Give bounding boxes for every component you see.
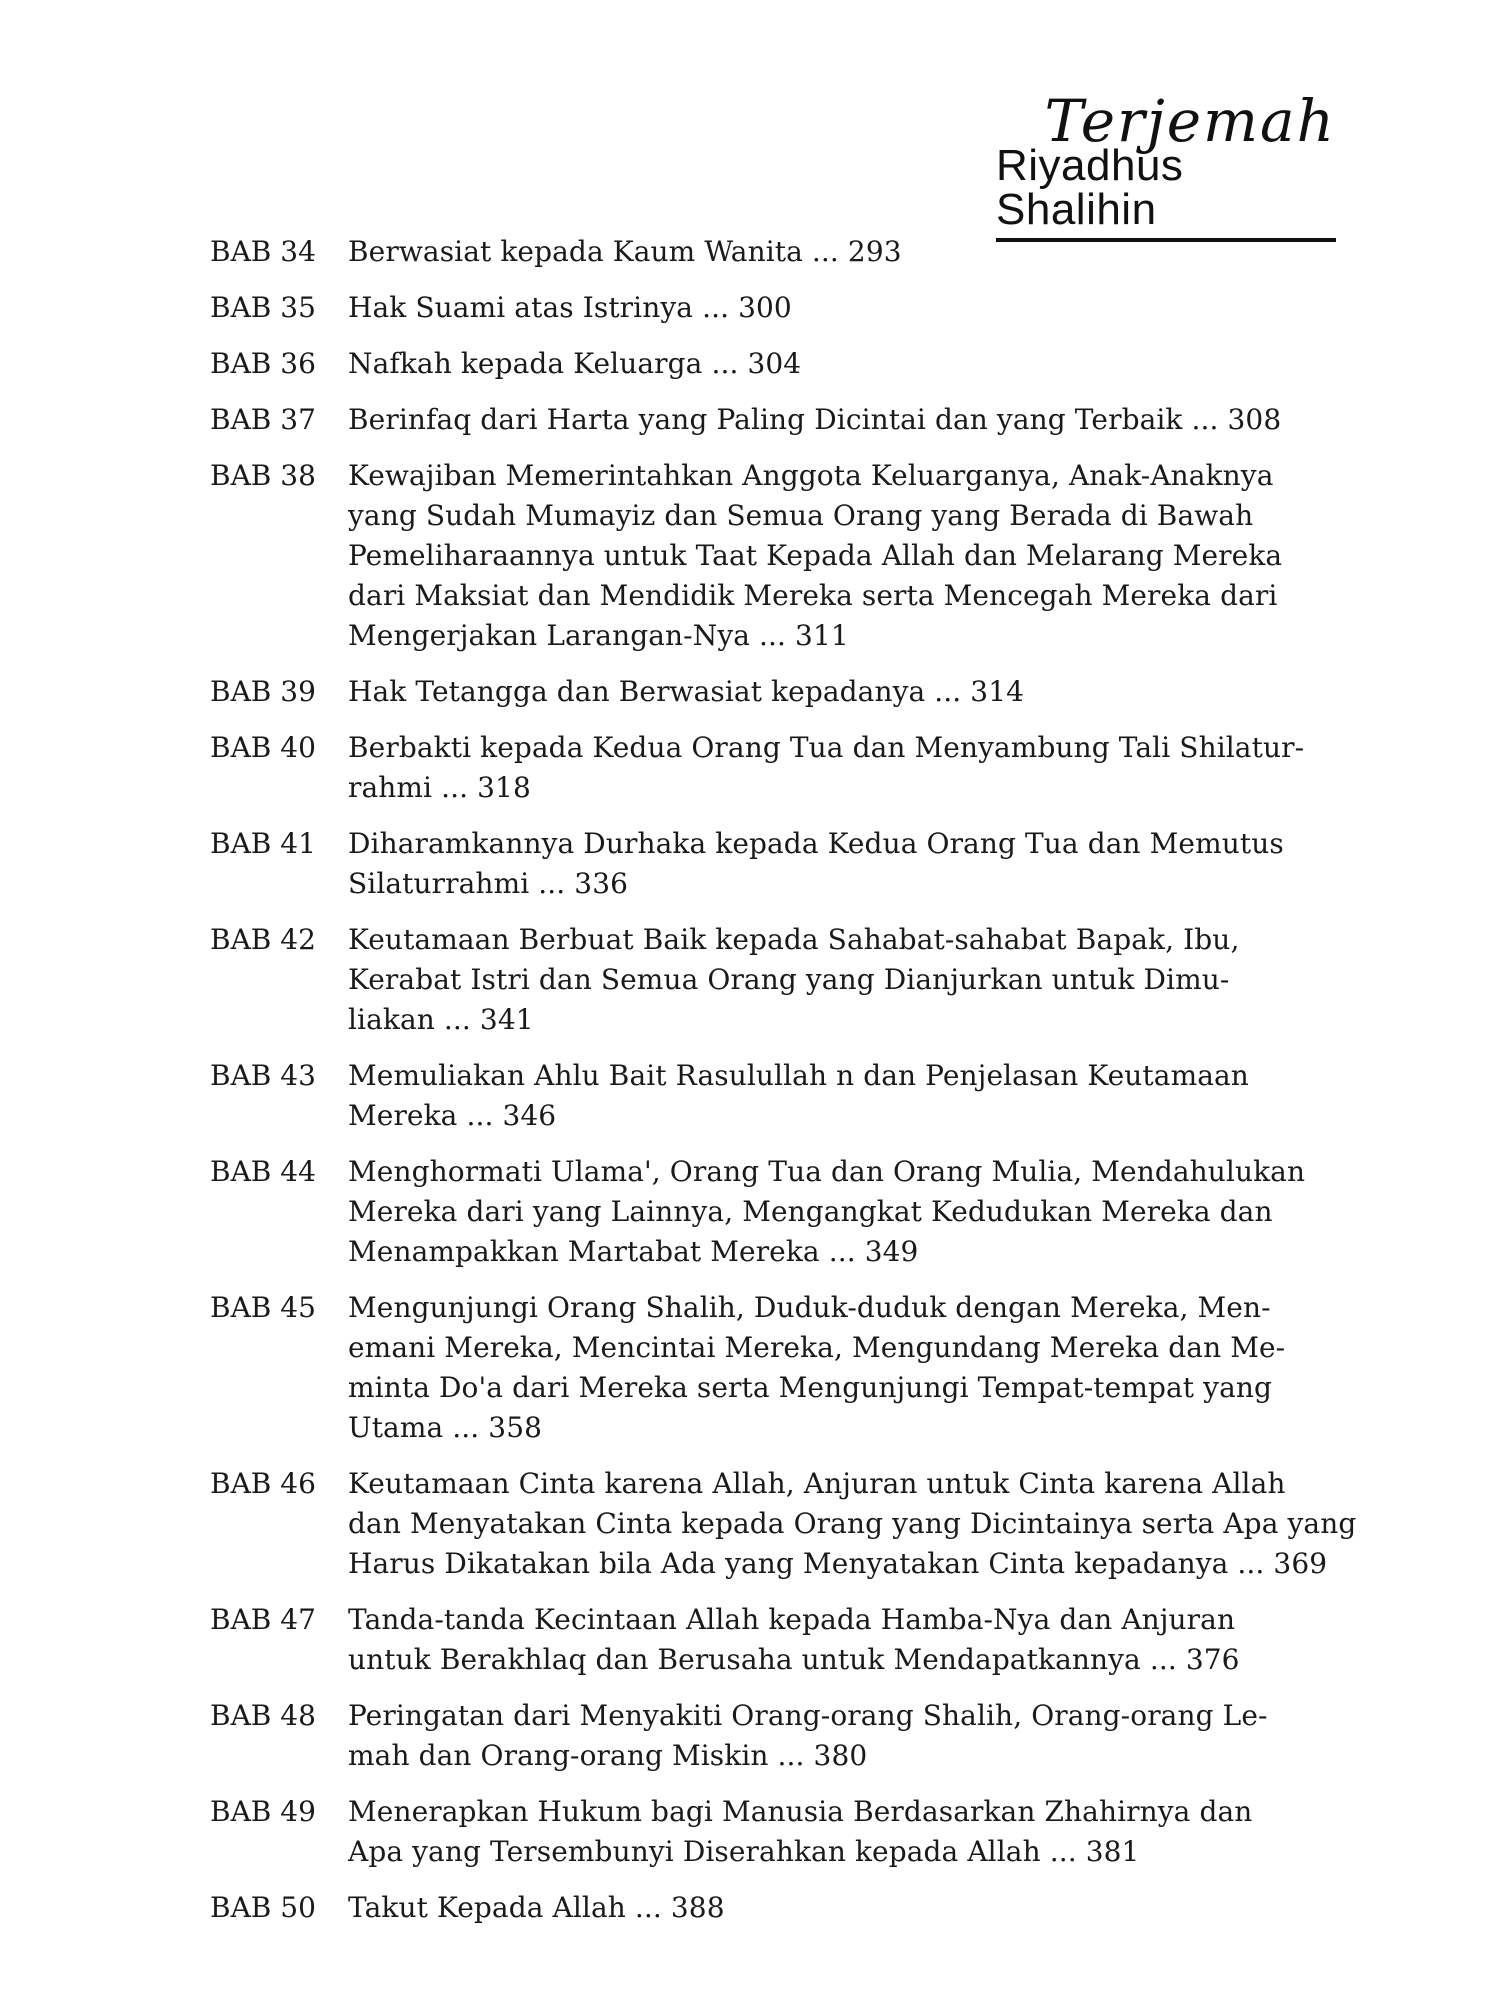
chapter-title-line: Silaturrahmi ... 336	[348, 867, 629, 900]
toc-entry	[210, 456, 1320, 656]
chapter-title-line: Berinfaq dari Harta yang Paling Dicintai dan yang Terbaik ... 308	[348, 403, 1282, 436]
chapter-title	[348, 456, 1320, 656]
chapter-title-line: Peringatan dari Menyakiti Orang-orang Shalih, Orang-orang Le-	[348, 1699, 1268, 1732]
chapter-number: BAB 39	[210, 675, 316, 708]
toc-entry	[210, 344, 1320, 384]
chapter-title-line: Berbakti kepada Kedua Orang Tua dan Menyambung Tali Shilatur-	[348, 731, 1305, 764]
chapter-number: BAB 40	[210, 731, 316, 764]
chapter-title-line: Berwasiat kepada Kaum Wanita ... 293	[348, 235, 902, 268]
chapter-title-line: Mengerjakan Larangan-Nya ... 311	[348, 619, 849, 652]
chapter-number: BAB 44	[210, 1155, 316, 1188]
chapter-number: BAB 37	[210, 403, 316, 436]
chapter-title-line: Harus Dikatakan bila Ada yang Menyatakan Cinta kepadanya ... 369	[348, 1547, 1328, 1580]
toc-entry	[210, 920, 1320, 1040]
toc-entry	[210, 824, 1320, 904]
chapter-number: BAB 43	[210, 1059, 316, 1092]
chapter-title-line: liakan ... 341	[348, 1003, 534, 1036]
toc-entry	[210, 1288, 1320, 1448]
chapter-title	[348, 1464, 1356, 1584]
toc-entry	[210, 232, 1320, 272]
chapter-title	[348, 1600, 1320, 1680]
chapter-title	[348, 232, 1320, 272]
toc-entry	[210, 288, 1320, 328]
chapter-number: BAB 49	[210, 1795, 316, 1828]
chapter-number: BAB 47	[210, 1603, 316, 1636]
chapter-title-line: Memuliakan Ahlu Bait Rasulullah n dan Penjelasan Keutamaan	[348, 1059, 1249, 1092]
chapter-title	[348, 1056, 1320, 1136]
chapter-number: BAB 42	[210, 923, 316, 956]
chapter-title-line: Kerabat Istri dan Semua Orang yang Dianjurkan untuk Dimu-	[348, 963, 1230, 996]
toc-entry	[210, 1056, 1320, 1136]
chapter-title-line: dari Maksiat dan Mendidik Mereka serta Mencegah Mereka dari	[348, 579, 1278, 612]
chapter-number: BAB 45	[210, 1291, 316, 1324]
toc-entry	[210, 1600, 1320, 1680]
chapter-number: BAB 35	[210, 291, 316, 324]
chapter-title	[348, 728, 1320, 808]
chapter-title-line: Takut Kepada Allah ... 388	[348, 1891, 725, 1924]
chapter-title-line: Hak Tetangga dan Berwasiat kepadanya ... 314	[348, 675, 1025, 708]
chapter-title	[348, 400, 1320, 440]
toc-entry	[210, 728, 1320, 808]
running-header	[996, 87, 1336, 234]
chapter-title	[348, 344, 1320, 384]
chapter-title-line: emani Mereka, Mencintai Mereka, Mengundang Mereka dan Me-	[348, 1331, 1286, 1364]
chapter-title-line: minta Do'a dari Mereka serta Mengunjungi Tempat-tempat yang	[348, 1371, 1273, 1404]
chapter-title-line: yang Sudah Mumayiz dan Semua Orang yang Berada di Bawah	[348, 499, 1254, 532]
chapter-number: BAB 34	[210, 235, 316, 268]
chapter-number: BAB 50	[210, 1891, 316, 1924]
chapter-title-line: Mengunjungi Orang Shalih, Duduk-duduk dengan Mereka, Men-	[348, 1291, 1271, 1324]
chapter-title	[348, 288, 1320, 328]
toc-entry	[210, 1464, 1357, 1584]
chapter-title-line: Mereka dari yang Lainnya, Mengangkat Kedudukan Mereka dan	[348, 1195, 1273, 1228]
table-of-contents	[210, 232, 1357, 1944]
chapter-title-line: Diharamkannya Durhaka kepada Kedua Orang Tua dan Memutus	[348, 827, 1284, 860]
chapter-title-line: untuk Berakhlaq dan Berusaha untuk Mendapatkannya ... 376	[348, 1643, 1240, 1676]
toc-entry	[210, 672, 1320, 712]
header-main-title: Riyadhus Shalihin	[996, 144, 1336, 242]
chapter-title-line: Keutamaan Berbuat Baik kepada Sahabat-sahabat Bapak, Ibu,	[348, 923, 1240, 956]
chapter-title-line: Tanda-tanda Kecintaan Allah kepada Hamba-Nya dan Anjuran	[348, 1603, 1236, 1636]
toc-entry	[210, 400, 1320, 440]
chapter-title-line: Keutamaan Cinta karena Allah, Anjuran untuk Cinta karena Allah	[348, 1467, 1286, 1500]
chapter-title	[348, 920, 1320, 1040]
chapter-title-line: Nafkah kepada Keluarga ... 304	[348, 347, 802, 380]
chapter-title-line: Utama ... 358	[348, 1411, 543, 1444]
chapter-title-line: Apa yang Tersembunyi Diserahkan kepada Allah ... 381	[348, 1835, 1140, 1868]
chapter-title	[348, 1288, 1320, 1448]
chapter-title-line: Hak Suami atas Istrinya ... 300	[348, 291, 792, 324]
chapter-title-line: Kewajiban Memerintahkan Anggota Keluarganya, Anak-Anaknya	[348, 459, 1274, 492]
chapter-number: BAB 36	[210, 347, 316, 380]
chapter-title	[348, 1152, 1320, 1272]
chapter-title	[348, 672, 1320, 712]
chapter-title	[348, 824, 1320, 904]
chapter-title	[348, 1888, 1320, 1928]
toc-entry	[210, 1792, 1320, 1872]
chapter-title	[348, 1696, 1320, 1776]
chapter-title-line: Mereka ... 346	[348, 1099, 557, 1132]
chapter-title-line: rahmi ... 318	[348, 771, 531, 804]
chapter-title-line: dan Menyatakan Cinta kepada Orang yang Dicintainya serta Apa yang	[348, 1507, 1357, 1540]
toc-entry	[210, 1696, 1320, 1776]
header-script-title: Terjemah	[1044, 87, 1336, 155]
chapter-number: BAB 48	[210, 1699, 316, 1732]
chapter-number: BAB 41	[210, 827, 316, 860]
chapter-title	[348, 1792, 1320, 1872]
toc-entry	[210, 1888, 1320, 1928]
chapter-title-line: mah dan Orang-orang Miskin ... 380	[348, 1739, 868, 1772]
chapter-title-line: Menghormati Ulama', Orang Tua dan Orang Mulia, Mendahulukan	[348, 1155, 1306, 1188]
chapter-title-line: Menerapkan Hukum bagi Manusia Berdasarkan Zhahirnya dan	[348, 1795, 1253, 1828]
chapter-title-line: Pemeliharaannya untuk Taat Kepada Allah dan Melarang Mereka	[348, 539, 1283, 572]
chapter-number: BAB 38	[210, 459, 316, 492]
chapter-title-line: Menampakkan Martabat Mereka ... 349	[348, 1235, 919, 1268]
chapter-number: BAB 46	[210, 1467, 316, 1500]
toc-entry	[210, 1152, 1320, 1272]
